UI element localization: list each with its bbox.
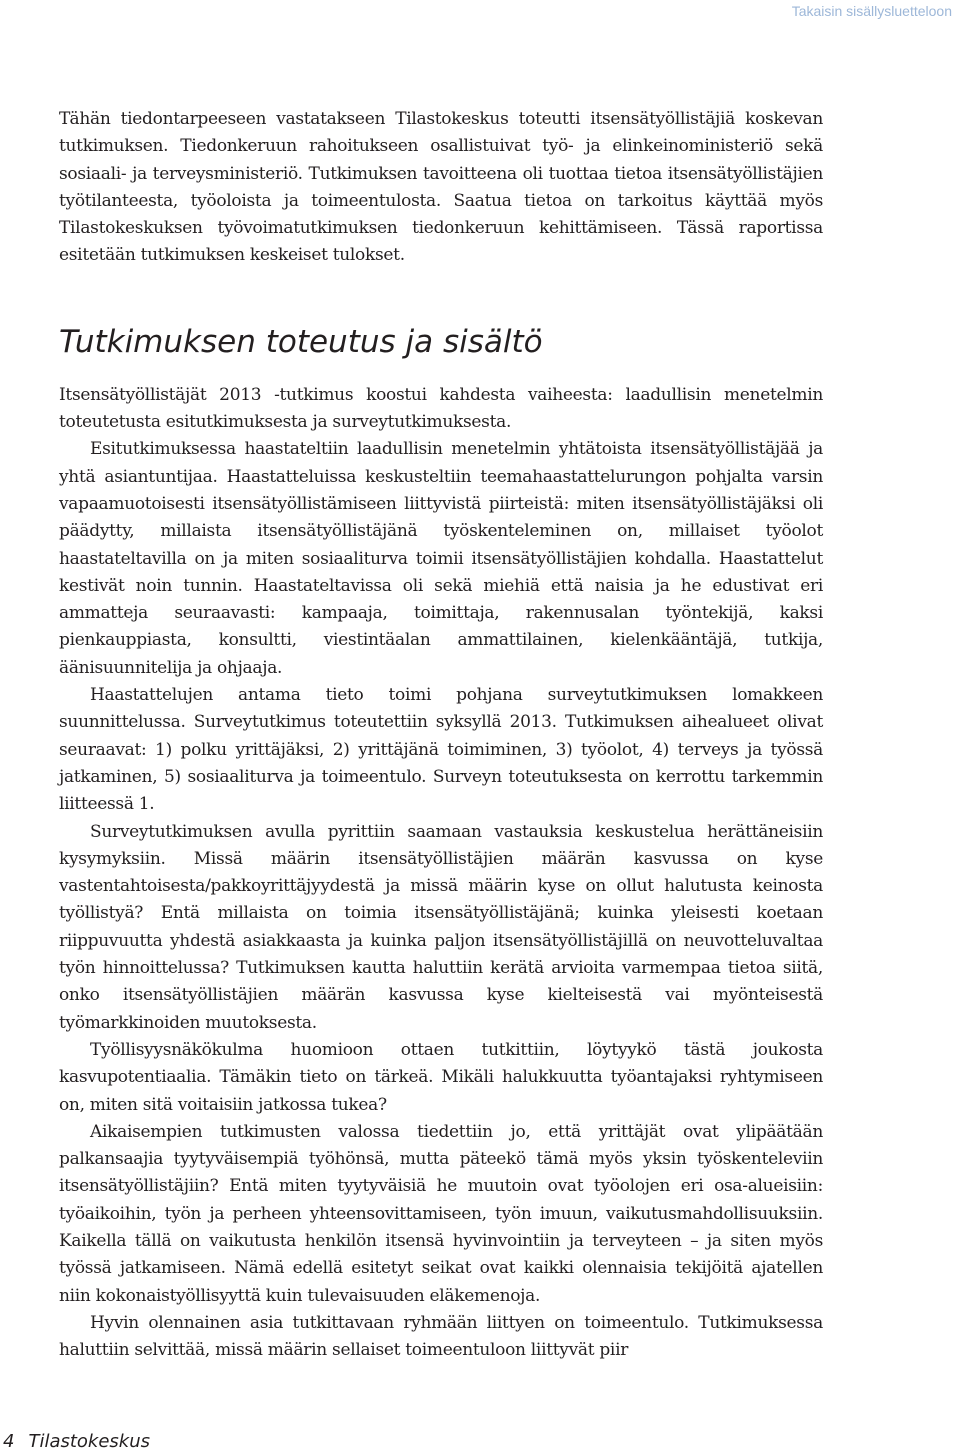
- body-paragraph-5: Työllisyysnäkökulma huomioon ottaen tutkittiin, löytyykö tästä joukosta kasvupotentiaalia. Tämäkin tieto on tärkeä. Mikäli halukkuutta työantajaksi ryhtymiseen on, miten sitä voitaisiin jatkossa tukea?: [59, 1039, 823, 1115]
- section-heading: Tutkimuksen toteutus ja sisältö: [59, 323, 543, 360]
- page-footer: [3, 1431, 150, 1452]
- body-paragraph-6: Aikaisempien tutkimusten valossa tiedettiin jo, että yrittäjät ovat ylipäätään palkansaajia tyytyväisempiä työhönsä, mutta päteekö tämä myös yksin työskenteleviin itsensätyöllistäjiin? Entä miten tyytyväisiä he muutoin ovat työolojen eri osa-alueisiin: työaikoihin, työn ja perheen yhteensovittamiseen, työn imuun, vaikutusmahdollisuuksiin. Kaikella tällä on vaikutusta henkilön itsensä hyvinvointiin ja terveyteen – ja siten myös työssä jatkamiseen. Nämä edellä esitetyt seikat ovat kaikki olennaisia tekijöitä ajatellen niin kokonaistyöllisyyttä kuin tulevaisuuden eläkemenoja.: [59, 1121, 823, 1306]
- back-to-contents-link[interactable]: Takaisin sisällysluetteloon: [791, 3, 952, 19]
- body-paragraph-2: Esitutkimuksessa haastateltiin laadullisin menetelmin yhtätoista itsensätyöllistäjää ja yhtä asiantuntijaa. Haastatteluissa keskusteltiin teemahaastattelurungon pohjalta varsin vapaamuotoisesti itsensätyöllistämiseen liittyvistä piirteistä: miten itsensätyöllistäjäksi oli päädytty, millaista itsensätyöllistäjänä työskenteleminen on, millaiset työolot haastateltavilla on ja miten sosiaaliturva toimii itsensätyöllistäjien kohdalla. Haastattelut kestivät noin tunnin. Haastateltavissa oli sekä miehiä että naisia ja he edustivat eri ammatteja seuraavasti: kampaaja, toimittaja, rakennusalan työntekijä, kaksi pienkauppiasta, konsultti, viestintäalan ammattilainen, kielenkääntäjä, tutkija, äänisuunnitelija ja ohjaaja.: [59, 439, 823, 678]
- body-paragraph-1: Itsensätyöllistäjät 2013 -tutkimus koostui kahdesta vaiheesta: laadullisin menetelmin toteutetusta esitutkimuksesta ja surveytutkimuksesta.: [59, 384, 823, 433]
- body-paragraph-4: Surveytutkimuksen avulla pyrittiin saamaan vastauksia keskustelua herättäneisiin kysymyksiin. Missä määrin itsensätyöllistäjien määrän kasvussa on kyse vastentahtoisesta/pakkoyrittäjyydestä ja missä määrin kyse on ollut halutusta keinosta työllistyä? Entä millaista on toimia itsensätyöllistäjänä; kuinka yleisesti koetaan riippuvuutta yhdestä asiakkaasta ja kuinka paljon itsensätyöllistäjillä on neuvotteluvaltaa työn hinnoittelussa? Tutkimuksen kautta haluttiin kerätä arvioita varmempaa tietoa siitä, onko itsensätyöllistäjien määrän kasvussa kyse kielteisestä vai myönteisestä työmarkkinoiden muutoksesta.: [59, 821, 823, 1033]
- body-paragraph-7: Hyvin olennainen asia tutkittavaan ryhmään liittyen on toimeentulo. Tutkimuksessa haluttiin selvittää, missä määrin sellaiset toimeentuloon liittyvät piir: [59, 1312, 823, 1361]
- page-content: [59, 106, 823, 1364]
- body-paragraph-3: Haastattelujen antama tieto toimi pohjana surveytutkimuksen lomakkeen suunnittelussa. Surveytutkimus toteutettiin syksyllä 2013. Tutkimuksen aihealueet olivat seuraavat: 1) polku yrittäjäksi, 2) yrittäjänä toimiminen, 3) työolot, 4) terveys ja työssä jatkaminen, 5) sosiaaliturva ja toimeentulo. Surveyn toteutuksesta on kerrottu tarkemmin liitteessä 1.: [59, 685, 823, 815]
- intro-paragraph: Tähän tiedontarpeeseen vastatakseen Tilastokeskus toteutti itsensätyöllistäjiä koskevan tutkimuksen. Tiedonkeruun rahoitukseen osallistuivat työ- ja elinkeinoministeriö sekä sosiaali- ja terveysministeriö. Tutkimuksen tavoitteena oli tuottaa tietoa itsensätyöllistäjien työtilanteesta, työoloista ja toimeentulosta. Saatua tietoa on tarkoitus käyttää myös Tilastokeskuksen työvoimatutkimuksen tiedonkeruun kehittämiseen. Tässä raportissa esitetään tutkimuksen keskeiset tulokset.: [59, 109, 823, 266]
- publisher-name: Tilastokeskus: [28, 1431, 151, 1452]
- page-number: 4: [3, 1431, 15, 1452]
